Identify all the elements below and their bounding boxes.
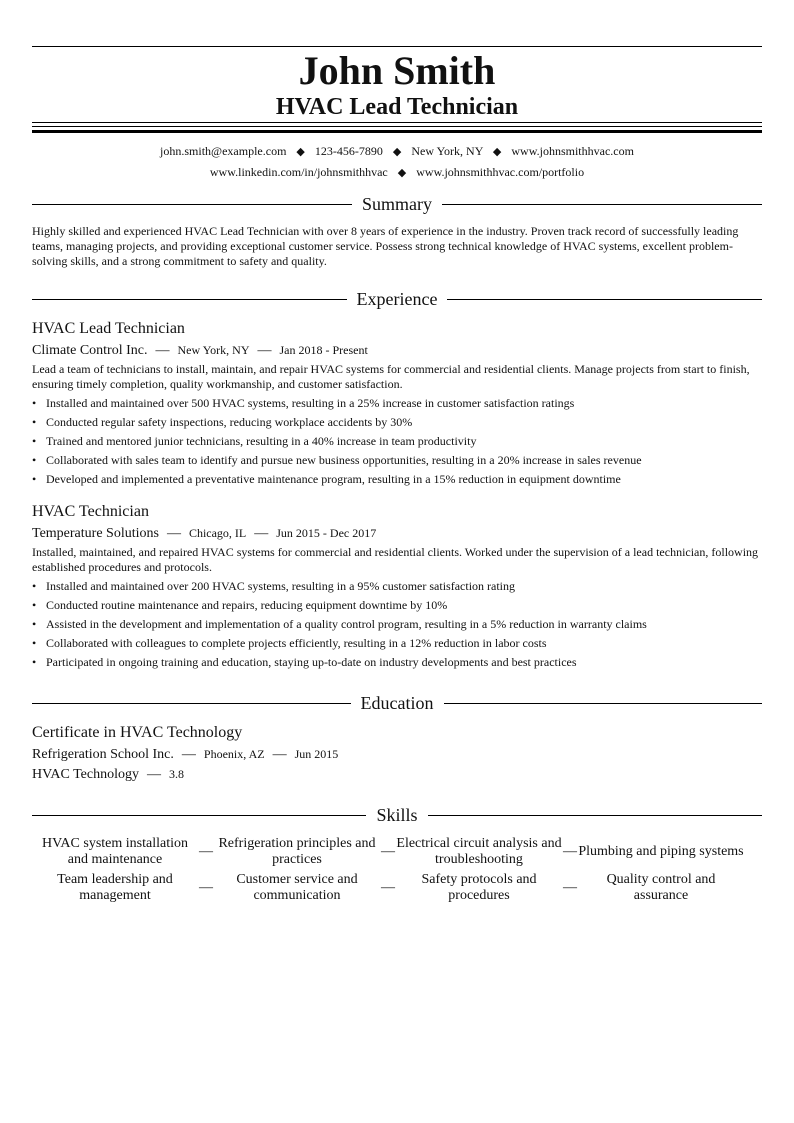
skill-item: Refrigeration principles and practices xyxy=(218,836,376,867)
job-meta xyxy=(32,341,368,360)
job-bullets xyxy=(32,396,762,491)
email-link[interactable]: john.smith@example.com xyxy=(160,144,287,158)
divider xyxy=(32,815,366,816)
field-meta xyxy=(32,765,184,784)
field-of-study: HVAC Technology xyxy=(32,767,140,782)
website-link[interactable]: www.johnsmithhvac.com xyxy=(511,144,634,158)
candidate-name: John Smith xyxy=(298,48,496,93)
section-title: Experience xyxy=(356,289,438,309)
job-dates: Jun 2015 - Dec 2017 xyxy=(276,526,377,540)
job-title: HVAC Lead Technician xyxy=(32,320,185,337)
skills-grid xyxy=(32,834,762,906)
bullet-icon: • xyxy=(32,655,37,669)
bullet-icon: • xyxy=(32,453,37,467)
list-item: • Collaborated with sales team to identify and pursue new business opportunities, resulting in a 20% increase in sales revenue xyxy=(32,453,642,467)
dash-separator: — xyxy=(381,844,395,859)
job-location: Chicago, IL xyxy=(188,526,247,540)
header-rule xyxy=(32,126,762,127)
skill-item: Team leadership and management xyxy=(57,872,173,903)
section-title: Summary xyxy=(362,194,432,214)
job-bullets xyxy=(32,579,762,674)
job-description: Installed, maintained, and repaired HVAC systems for commercial and residential clients. Worked under the supervision of a lead technician, following established procedures and protocols. xyxy=(32,545,759,574)
list-item: • Conducted regular safety inspections, reducing workplace accidents by 30% xyxy=(32,415,413,429)
skill-item: Customer service and communication xyxy=(236,872,358,903)
graduation-date: Jun 2015 xyxy=(294,747,339,761)
skill-item: Plumbing and piping systems xyxy=(578,844,744,859)
divider xyxy=(442,204,762,205)
job-meta xyxy=(32,524,376,543)
summary-text: Highly skilled and experienced HVAC Lead Technician with over 8 years of experience in the industry. Proven track record of successfully leading teams, managing projects, and providing exceptional customer service. Possess strong technical knowledge of HVAC systems, excellent problem-solving skills, and a strong commitment to safety and quality. xyxy=(32,224,739,268)
section-title: Skills xyxy=(376,805,418,825)
job-location: New York, NY xyxy=(177,343,250,357)
dash-separator: — xyxy=(257,343,272,358)
dash-separator: — xyxy=(166,526,181,541)
dash-separator: — xyxy=(155,343,170,358)
bullet-icon: • xyxy=(32,579,37,593)
portfolio-link[interactable]: www.johnsmithhvac.com/portfolio xyxy=(416,165,585,179)
bullet-icon: • xyxy=(32,617,37,631)
skill-item: Electrical circuit analysis and troubleshooting xyxy=(396,836,562,867)
skill-item: HVAC system installation and maintenance xyxy=(42,836,188,867)
skill-item: Quality control and assurance xyxy=(606,872,716,903)
skills-row xyxy=(32,834,762,870)
diamond-separator-icon: ◆ xyxy=(492,146,502,158)
dash-separator: — xyxy=(381,880,395,895)
skills-row xyxy=(32,870,762,906)
bullet-icon: • xyxy=(32,396,37,410)
divider xyxy=(447,299,762,300)
contact-line-2 xyxy=(32,164,762,181)
diamond-separator-icon: ◆ xyxy=(392,146,402,158)
bullet-icon: • xyxy=(32,598,37,612)
divider xyxy=(444,703,763,704)
dash-separator: — xyxy=(199,844,213,859)
phone-text: 123-456-7890 xyxy=(314,144,383,158)
candidate-title: HVAC Lead Technician xyxy=(275,94,519,120)
school-name: Refrigeration School Inc. xyxy=(32,747,174,762)
degree-title: Certificate in HVAC Technology xyxy=(32,724,243,741)
list-item: • Installed and maintained over 200 HVAC systems, resulting in a 95% customer satisfaction rating xyxy=(32,579,516,593)
school-meta xyxy=(32,745,338,764)
company-name: Climate Control Inc. xyxy=(32,343,148,358)
section-title: Education xyxy=(360,693,434,713)
school-location: Phoenix, AZ xyxy=(203,747,265,761)
skill-item: Safety protocols and procedures xyxy=(421,872,537,903)
contact-line-1 xyxy=(32,143,762,160)
bullet-icon: • xyxy=(32,415,37,429)
skills-heading xyxy=(32,804,762,826)
header-rule xyxy=(32,122,762,123)
job-title: HVAC Technician xyxy=(32,503,149,520)
dash-separator: — xyxy=(199,880,213,895)
diamond-separator-icon: ◆ xyxy=(397,167,407,179)
divider xyxy=(32,204,352,205)
dash-separator: — xyxy=(254,526,269,541)
list-item: • Assisted in the development and implementation of a quality control program, resulting in a 5% reduction in warranty claims xyxy=(32,617,647,631)
dash-separator: — xyxy=(181,747,196,762)
bullet-icon: • xyxy=(32,472,37,486)
company-name: Temperature Solutions xyxy=(32,526,159,541)
list-item: • Developed and implemented a preventative maintenance program, resulting in a 15% reduction in equipment downtime xyxy=(32,472,621,486)
gpa-value: 3.8 xyxy=(169,767,185,781)
divider xyxy=(32,703,351,704)
summary-heading xyxy=(32,193,762,215)
top-rule xyxy=(32,46,762,47)
list-item: • Installed and maintained over 500 HVAC systems, resulting in a 25% increase in customer satisfaction ratings xyxy=(32,396,575,410)
experience-heading xyxy=(32,288,762,310)
job-dates: Jan 2018 - Present xyxy=(279,343,368,357)
bullet-icon: • xyxy=(32,434,37,448)
list-item: • Collaborated with colleagues to complete projects efficiently, resulting in a 12% reduction in labor costs xyxy=(32,636,547,650)
dash-separator: — xyxy=(272,747,287,762)
diamond-separator-icon: ◆ xyxy=(296,146,305,158)
dash-separator: — xyxy=(563,844,577,859)
dash-separator: — xyxy=(563,880,577,895)
divider xyxy=(32,299,347,300)
list-item: • Trained and mentored junior technicians, resulting in a 40% increase in team productivity xyxy=(32,434,477,448)
list-item: • Participated in ongoing training and education, staying up-to-date on industry developments and best practices xyxy=(32,655,577,669)
divider xyxy=(428,815,762,816)
dash-separator: — xyxy=(147,767,162,782)
job-description: Lead a team of technicians to install, maintain, and repair HVAC systems for commercial and residential clients. Manage projects from start to finish, ensuring timely completion, quality workmanship, and customer satisfaction. xyxy=(32,362,750,391)
location-text: New York, NY xyxy=(411,144,483,158)
bullet-icon: • xyxy=(32,636,37,650)
list-item: • Conducted routine maintenance and repairs, reducing equipment downtime by 10% xyxy=(32,598,448,612)
header-rule-thick xyxy=(32,130,762,133)
education-heading xyxy=(32,692,762,714)
linkedin-link[interactable]: www.linkedin.com/in/johnsmithhvac xyxy=(209,165,388,179)
